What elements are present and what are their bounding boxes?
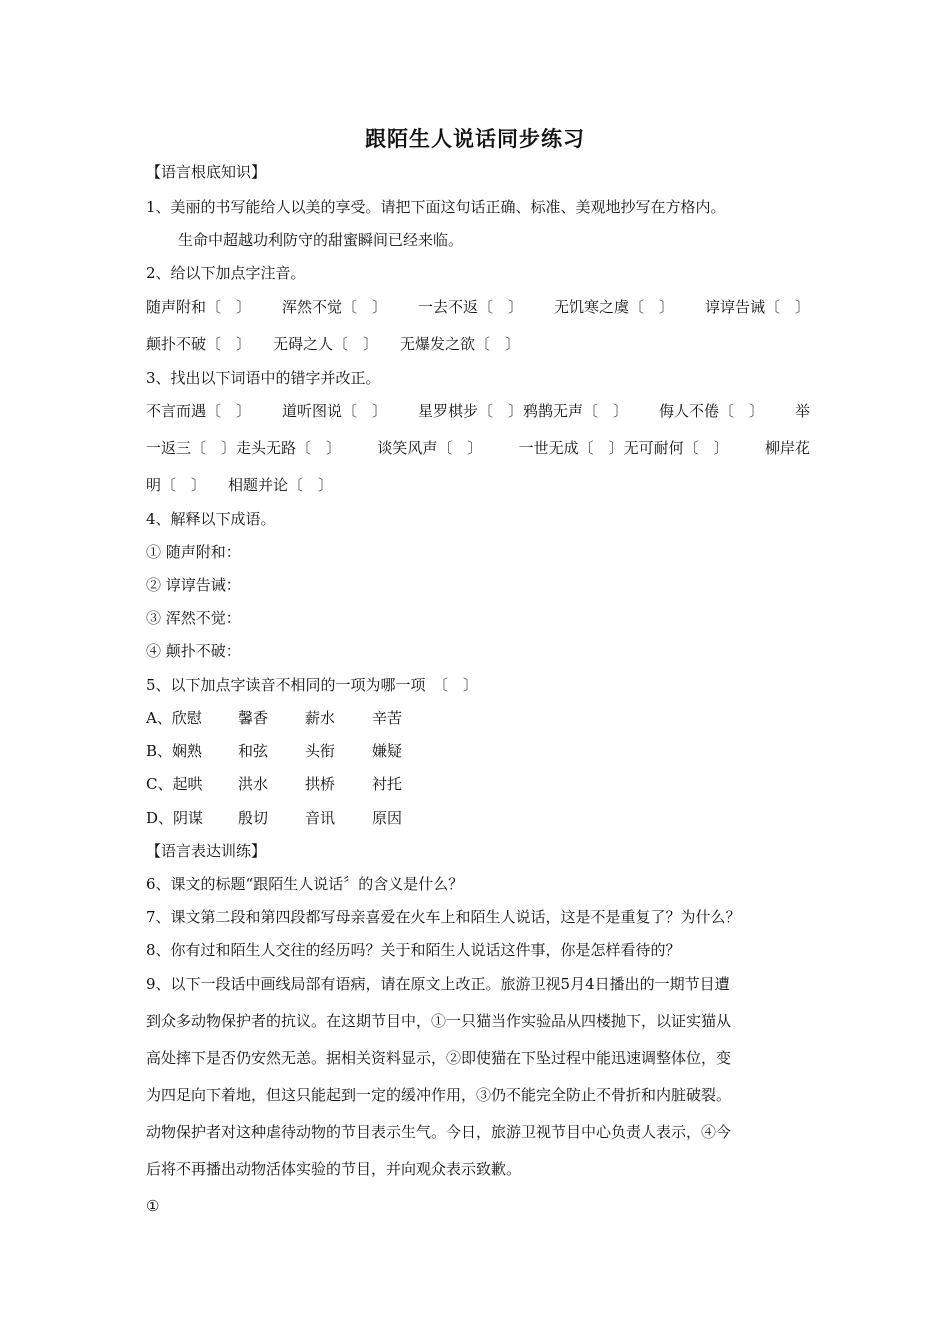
term-item: 随声附和〔 〕 xyxy=(146,298,252,316)
section-heading-expression: 【语言表达训练】 xyxy=(146,842,267,860)
option-d xyxy=(146,808,810,828)
question-5-stem: 5、以下加点字读音不相同的一项为哪一项 〔 〕 xyxy=(146,676,479,694)
question-9-line: 为四足向下着地，但这只能起到一定的缓冲作用，③仍不能完全防止不骨折和内脏破裂。 xyxy=(146,1086,732,1104)
option-a xyxy=(146,708,810,728)
term-item: 浑然不觉〔 〕 xyxy=(281,298,387,316)
question-3-stem: 3、找出以下词语中的错字并改正。 xyxy=(146,369,381,387)
question-1-stem: 1、美丽的书写能给人以美的享受。请把下面这句话正确、标准、美观地抄写在方格内。 xyxy=(146,198,726,216)
question-9-line: 动物保护者对这种虐待动物的节目表示生气。今日，旅游卫视节目中心负责人表示，④今 xyxy=(146,1123,732,1141)
term-item: 举 xyxy=(794,402,810,420)
term-item: 无爆发之欲〔 〕 xyxy=(400,335,521,353)
section-heading-basics: 【语言根底知识】 xyxy=(146,163,267,181)
option-word: 辛苦 xyxy=(372,709,403,727)
option-word: 衬托 xyxy=(372,775,403,793)
term-item: 一去不返〔 〕 xyxy=(417,298,523,316)
question-3-row-1 xyxy=(146,401,810,421)
option-word: C、起哄 xyxy=(146,775,203,793)
term-item: 颠扑不破〔 〕 xyxy=(146,335,252,353)
option-word: 馨香 xyxy=(238,709,269,727)
option-word: D、阴谋 xyxy=(146,809,204,827)
option-word: B、娴熟 xyxy=(146,742,203,760)
option-word: 音讯 xyxy=(305,809,336,827)
question-3-row-3 xyxy=(146,475,810,495)
question-7: 7、课文第二段和第四段都写母亲喜爱在火车上和陌生人说话，这是不是重复了？为什么？ xyxy=(146,908,741,926)
term-item: 无碍之人〔 〕 xyxy=(273,335,379,353)
option-word: A、欣慰 xyxy=(146,709,202,727)
term-item: 明〔 〕 xyxy=(146,476,207,494)
term-item: 谆谆告诫〔 〕 xyxy=(704,298,810,316)
question-1-sentence: 生命中超越功利防守的甜蜜瞬间已经来临。 xyxy=(178,231,464,249)
idiom-item: ① 随声附和： xyxy=(146,543,241,561)
question-9-line: 后将不再播出动物活体实验的节目，并向观众表示致歉。 xyxy=(146,1160,522,1178)
question-2-stem: 2、给以下加点字注音。 xyxy=(146,264,306,282)
option-word: 拱桥 xyxy=(305,775,336,793)
option-b xyxy=(146,741,810,761)
answer-1-label: ① xyxy=(146,1197,160,1215)
term-item: 无饥寒之虞〔 〕 xyxy=(553,298,674,316)
page-title: 跟陌生人说话同步练习 xyxy=(365,127,585,151)
question-3-row-2 xyxy=(146,438,810,458)
option-c xyxy=(146,774,810,794)
question-8: 8、你有过和陌生人交往的经历吗？关于和陌生人说话这件事，你是怎样看待的？ xyxy=(146,941,681,959)
term-item: 侮人不倦〔 〕 xyxy=(658,402,764,420)
question-6: 6、课文的标题“跟陌生人说话〞的含义是什么？ xyxy=(146,875,464,893)
question-2-row-1 xyxy=(146,297,810,317)
option-word: 原因 xyxy=(372,809,403,827)
term-item: 相题并论〔 〕 xyxy=(228,476,334,494)
question-2-row-2 xyxy=(146,334,810,354)
question-9-line: 高处摔下是否仍安然无恙。据相关资料显示，②即使猫在下坠过程中能迅速调整体位，变 xyxy=(146,1049,732,1067)
question-4-stem: 4、解释以下成语。 xyxy=(146,510,276,528)
term-item: 道听图说〔 〕 xyxy=(281,402,387,420)
term-item: 星罗棋步〔 〕鸦鹊无声〔 〕 xyxy=(417,402,628,420)
term-item: 谈笑风声〔 〕 xyxy=(377,439,483,457)
option-word: 嫌疑 xyxy=(372,742,403,760)
option-word: 薪水 xyxy=(305,709,336,727)
term-item: 不言而遇〔 〕 xyxy=(146,402,252,420)
term-item: 一世无成〔 〕无可耐何〔 〕 xyxy=(518,439,729,457)
option-word: 头衔 xyxy=(305,742,336,760)
term-item: 一返三〔 〕走头无路〔 〕 xyxy=(146,439,342,457)
option-word: 殷切 xyxy=(238,809,269,827)
idiom-item: ④ 颠扑不破： xyxy=(146,642,241,660)
idiom-item: ② 谆谆告诫： xyxy=(146,576,241,594)
idiom-item: ③ 浑然不觉： xyxy=(146,609,241,627)
term-item: 柳岸花 xyxy=(764,439,810,457)
option-word: 和弦 xyxy=(238,742,269,760)
question-9-line: 9、以下一段话中画线局部有语病，请在原文上改正。旅游卫视5月4日播出的一期节目遭 xyxy=(146,975,730,993)
option-word: 洪水 xyxy=(238,775,269,793)
question-9-line: 到众多动物保护者的抗议。在这期节目中，①一只猫当作实验品从四楼抛下，以证实猫从 xyxy=(146,1012,732,1030)
